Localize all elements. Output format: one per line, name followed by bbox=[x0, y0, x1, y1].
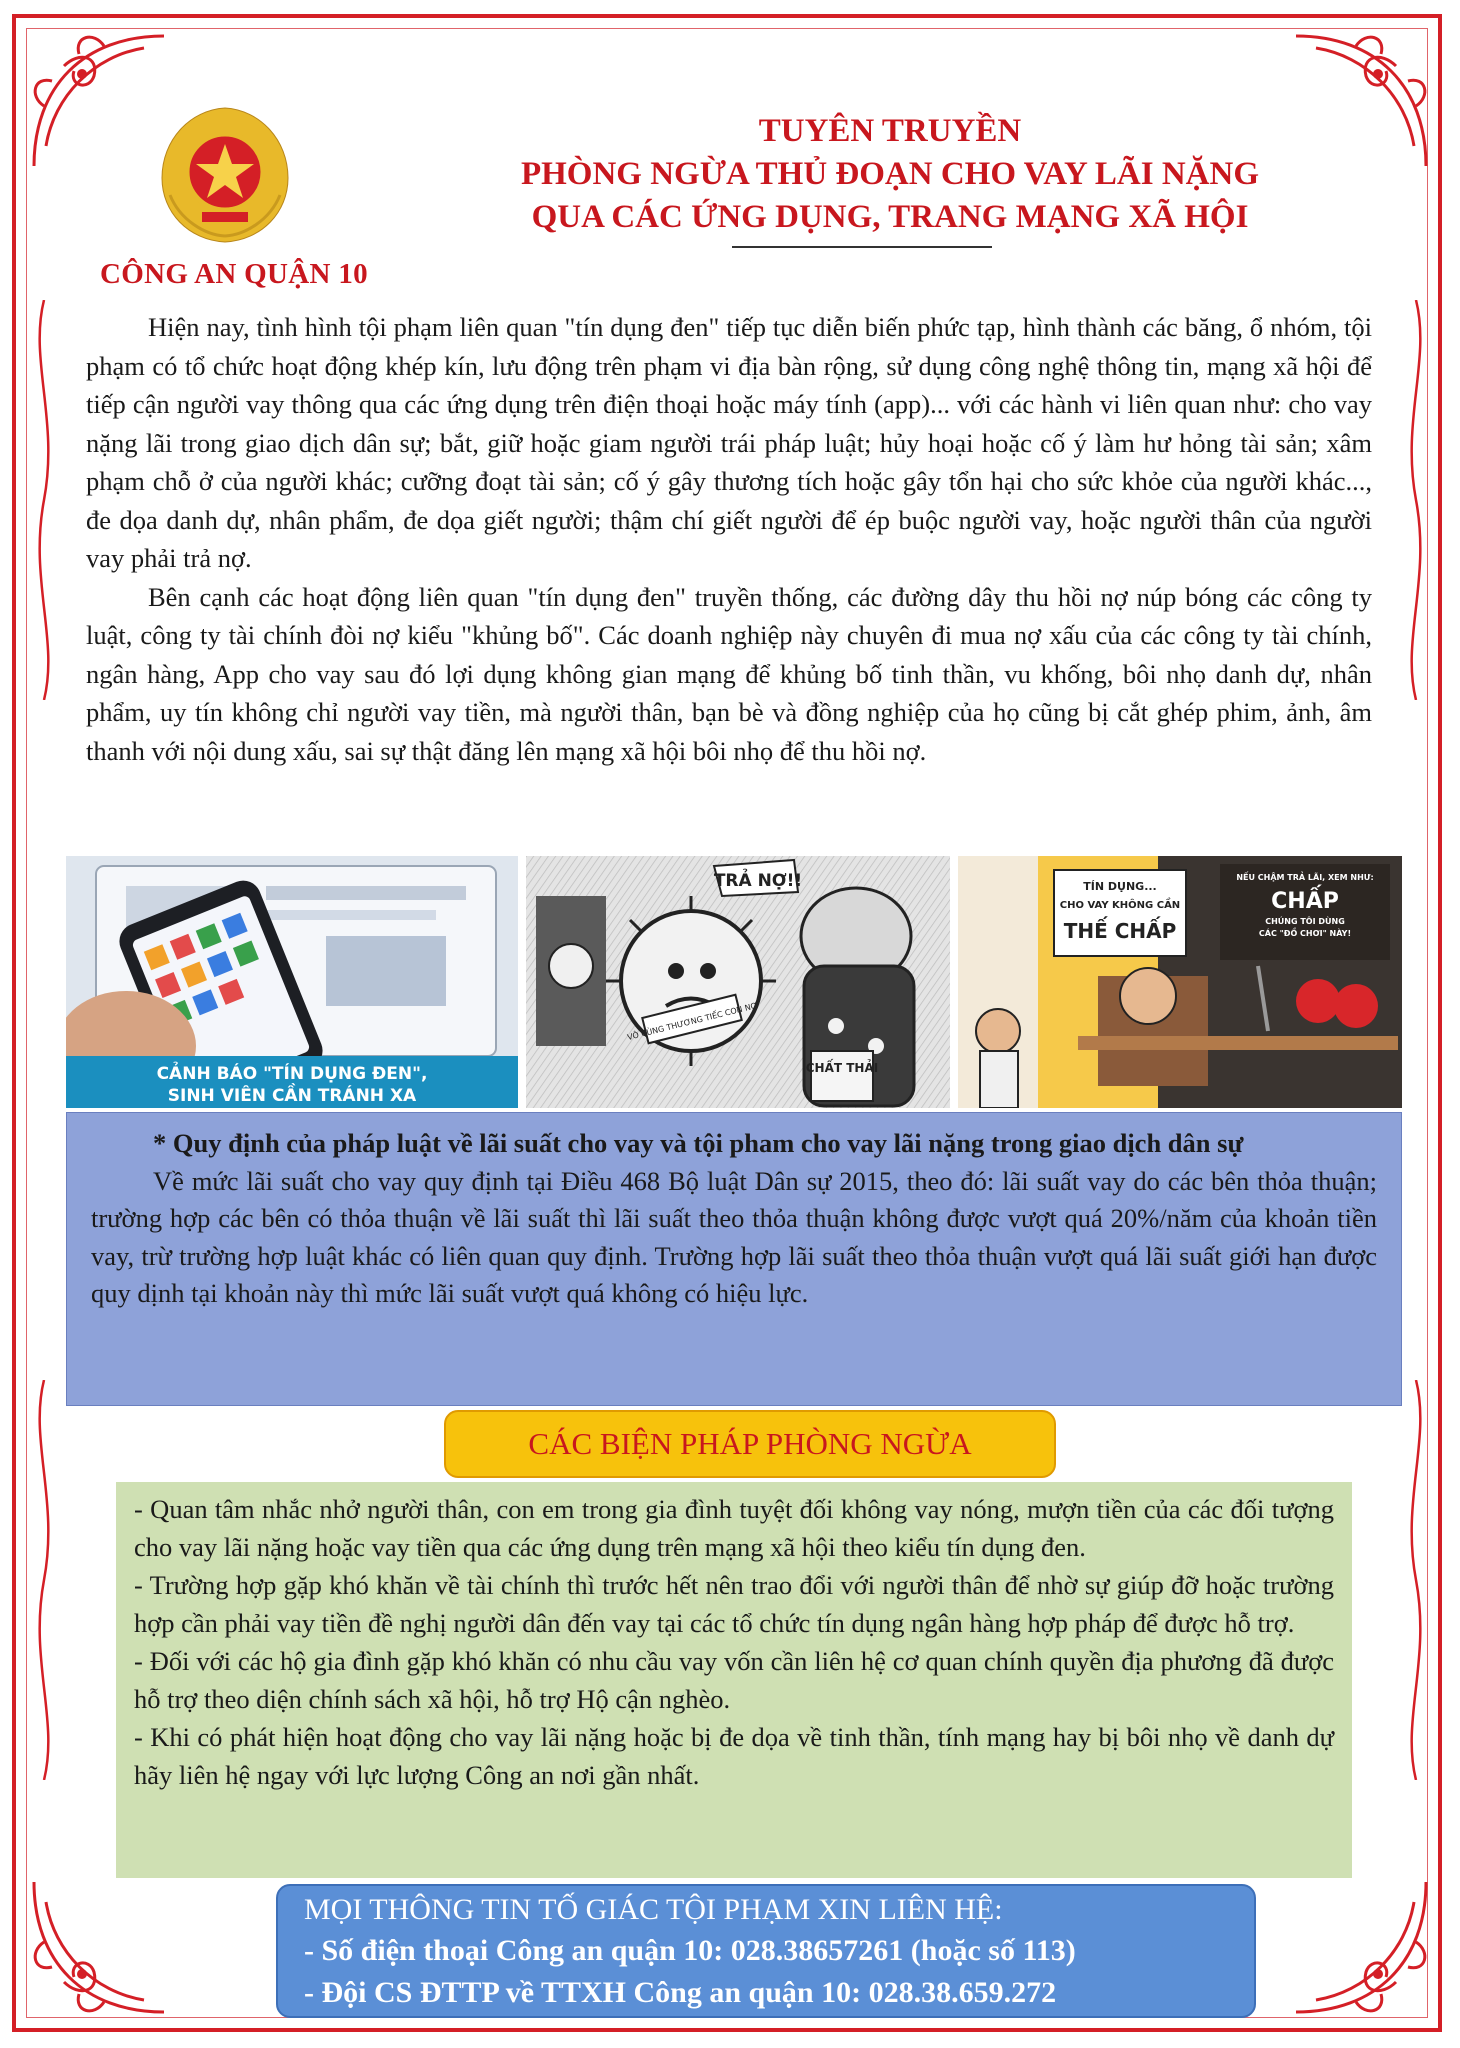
contact-heading: MỌI THÔNG TIN TỐ GIÁC TỘI PHẠM XIN LIÊN HỆ: bbox=[304, 1893, 1003, 1926]
sign-text-3: THẾ CHẤP bbox=[1063, 919, 1177, 943]
sign-text-7: CÁC "ĐỒ CHƠI" NÀY! bbox=[1258, 929, 1352, 938]
measure-item: - Trường hợp gặp khó khăn về tài chính thì trước hết nên trao đổi với người thân để nhờ sự giúp đỡ hoặc trường hợp cần phải vay tiền đề nghị người dân đến vay tại các tổ chức tín dụng ngân hàng hợp pháp để được hỗ trợ. bbox=[134, 1570, 1334, 1638]
intro-section bbox=[86, 308, 1372, 770]
law-regulation-box bbox=[66, 1112, 1402, 1406]
measure-item: - Đối với các hộ gia đình gặp khó khăn có nhu cầu vay vốn cần liên hệ cơ quan chính quyền địa phương đã được hỗ trợ theo diện chính sách xã hội, hỗ trợ Hộ cận nghèo. bbox=[134, 1646, 1334, 1714]
title-line-3: QUA CÁC ỨNG DỤNG, TRANG MẠNG XÃ HỘI bbox=[531, 199, 1249, 235]
photo-strip bbox=[66, 856, 1402, 1108]
photo-caption-1: CẢNH BÁO "TÍN DỤNG ĐEN", bbox=[156, 1064, 428, 1084]
sign-text-5: CHẤP bbox=[1271, 889, 1339, 914]
sign-text-4: NẾU CHẬM TRẢ LÃI, XEM NHƯ: bbox=[1236, 873, 1374, 882]
law-heading: * Quy định của pháp luật về lãi suất cho vay và tội pham cho vay lãi nặng trong giao dịch dân sự bbox=[153, 1128, 1244, 1158]
measure-item: - Khi có phát hiện hoạt động cho vay lãi nặng hoặc bị đe dọa về tinh thần, tính mạng hay bị bôi nhọ về danh dự hãy liên hệ ngay với lực lượng Công an nơi gần nhất. bbox=[134, 1722, 1334, 1790]
title-line-1: TUYÊN TRUYỀN bbox=[758, 113, 1022, 149]
prevention-measures-banner: CÁC BIỆN PHÁP PHÒNG NGỪA bbox=[444, 1410, 1056, 1478]
corner-ornament-bottom-left bbox=[24, 1872, 174, 2022]
intro-paragraph-2: Bên cạnh các hoạt động liên quan "tín dụng đen" truyền thống, các đường dây thu hồi nợ núp bóng các công ty luật, công ty tài chính đòi nợ kiểu "khủng bố". Các doanh nghiệp này chuyên đi mua nợ xấu của các công ty tài chính, ngân hàng, App cho vay sau đó lợi dụng không gian mạng để khủng bố tinh thần, vu khống, bôi nhọ danh dự, nhân phẩm, uy tín không chỉ người vay tiền, mà người thân, bạn bè và đồng nghiệp của họ cũng bị cắt ghép phim, ảnh, âm thanh với nội dung xấu, sai sự thật đăng lên mạng xã hội bôi nhọ để thu hồi nợ. bbox=[86, 581, 1372, 766]
side-ornament-left-top bbox=[24, 300, 64, 700]
side-ornament-right-top bbox=[1396, 300, 1436, 700]
law-body: Về mức lãi suất cho vay quy định tại Điều 468 Bộ luật Dân sự 2015, theo đó: lãi suất vay do các bên thỏa thuận; trường hợp các bên có thỏa thuận về lãi suất thì lãi suất theo thỏa thuận không được vượt quá 20%/năm của khoản tiền vay, trừ trường hợp luật khác có liên quan quy định. Trường hợp lãi suất theo thỏa thuận vượt quá lãi suất giới hạn được quy dịnh tại khoản này thì mức lãi suất vượt quá không có hiệu lực. bbox=[91, 1165, 1377, 1308]
cartoon-ribbon-text: VÔ CÙNG THƯƠNG TIẾC CON NỢ bbox=[626, 1000, 759, 1043]
side-ornament-right-bottom bbox=[1396, 1380, 1436, 1780]
cartoon-bucket-text: CHẤT THẢI bbox=[805, 1061, 879, 1075]
side-ornament-left-bottom bbox=[24, 1380, 64, 1780]
photo-debt-collector-cartoon bbox=[526, 856, 950, 1108]
corner-ornament-bottom-right bbox=[1286, 1872, 1436, 2022]
sign-text-2: CHO VAY KHÔNG CẦN bbox=[1059, 900, 1181, 911]
photo-phone-app-warning bbox=[66, 856, 518, 1108]
sign-text-1: TÍN DỤNG... bbox=[1083, 880, 1157, 893]
page-title bbox=[390, 110, 1390, 239]
sign-text-6: CHÚNG TÔI DÙNG bbox=[1265, 917, 1345, 926]
photo-loan-shark-cartoon bbox=[958, 856, 1402, 1108]
police-emblem-logo bbox=[150, 100, 300, 250]
agency-name: CÔNG AN QUẬN 10 bbox=[100, 258, 368, 290]
intro-paragraph-1: Hiện nay, tình hình tội phạm liên quan "tín dụng đen" tiếp tục diễn biến phức tạp, hình thành các băng, ổ nhóm, tội phạm có tổ chức hoạt động khép kín, lưu động trên phạm vi địa bàn rộng, sử dụng công nghệ thông tin, mạng xã hội để tiếp cận người vay thông qua các ứng dụng trên điện thoại hoặc máy tính (app)... với các hành vi liên quan như: cho vay nặng lãi trong giao dịch dân sự; bắt, giữ hoặc giam người trái pháp luật; hủy hoại hoặc cố ý làm hư hỏng tài sản; xâm phạm chỗ ở của người khác; cưỡng đoạt tài sản; cố ý gây thương tích hoặc gây tổn hại cho sức khỏe của người khác..., đe dọa danh dự, nhân phẩm, đe dọa giết người; thậm chí giết người để ép buộc người vay, hoặc người thân của người vay phải trả nợ. bbox=[86, 312, 1372, 573]
contact-box bbox=[276, 1884, 1256, 2018]
prevention-measures-list bbox=[116, 1482, 1352, 1878]
contact-phone-line: - Số điện thoại Công an quận 10: 028.38657261 (hoặc số 113) bbox=[304, 1934, 1076, 1967]
photo-caption-2: SINH VIÊN CẦN TRÁNH XA bbox=[167, 1086, 417, 1106]
cartoon-speech-text: TRẢ NỢ!! bbox=[713, 871, 803, 891]
measure-item: - Quan tâm nhắc nhở người thân, con em trong gia đình tuyệt đối không vay nóng, mượn tiền của các đối tượng cho vay lãi nặng hoặc vay tiền qua các ứng dụng trên mạng xã hội theo kiểu tín dụng đen. bbox=[134, 1494, 1334, 1562]
contact-team-line: - Đội CS ĐTTP về TTXH Công an quận 10: 028.38.659.272 bbox=[304, 1976, 1057, 2009]
title-line-2: PHÒNG NGỪA THỦ ĐOẠN CHO VAY LÃI NẶNG bbox=[520, 156, 1259, 192]
title-underline bbox=[732, 246, 992, 248]
